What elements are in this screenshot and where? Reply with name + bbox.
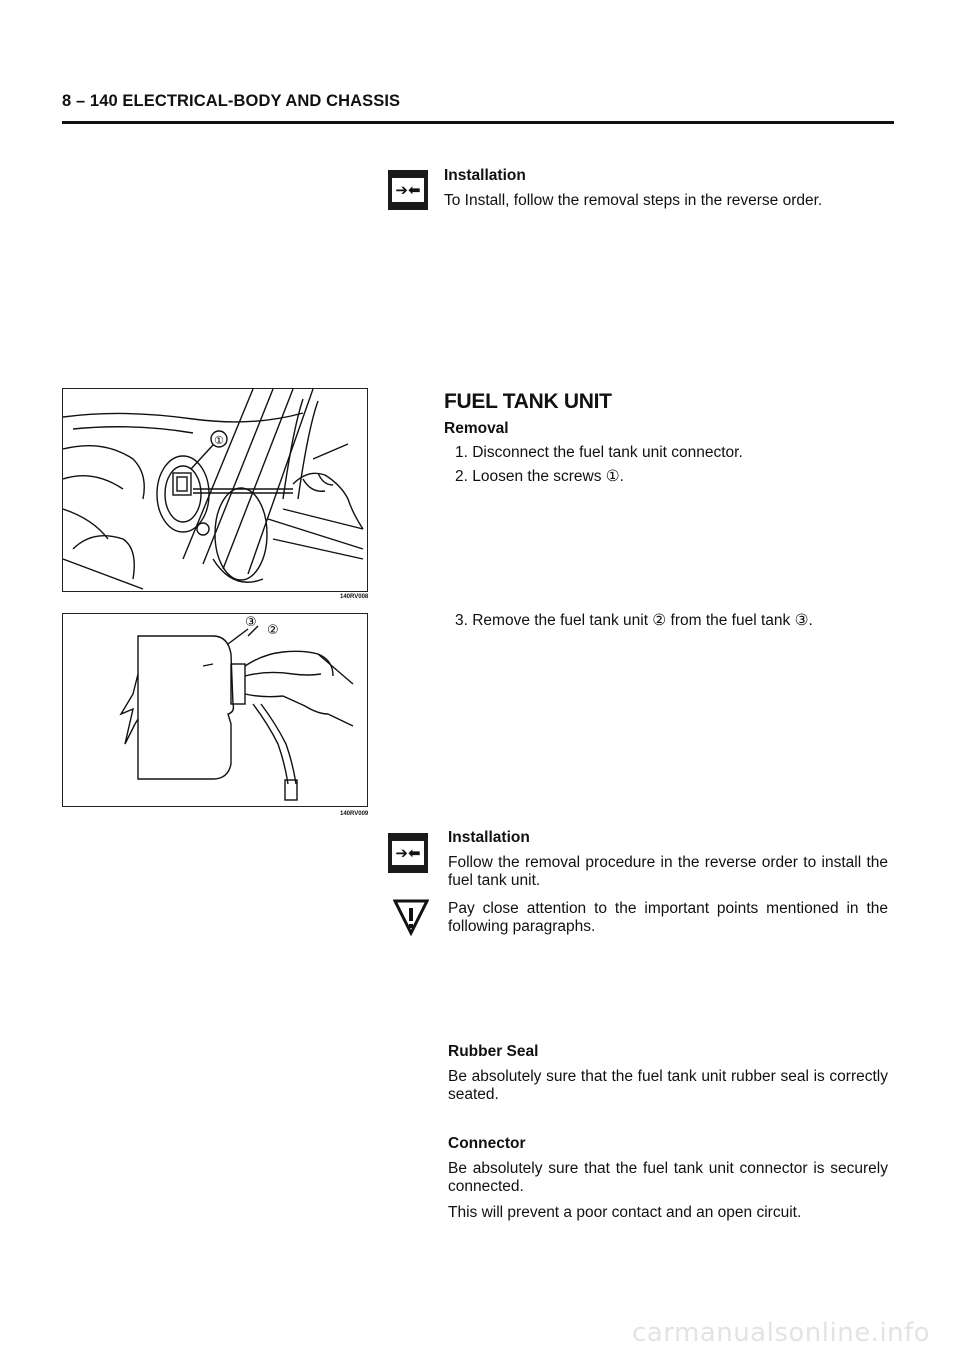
watermark: carmanualsonline.info: [632, 1318, 931, 1348]
section-title: FUEL TANK UNIT: [444, 390, 612, 413]
step-3: 3. Remove the fuel tank unit ② from the fuel tank ③.: [455, 612, 813, 629]
figure-1-drawing: [63, 389, 367, 591]
figure-1-code: 140RV008: [340, 594, 369, 600]
install-arrows-icon: ➔⬅: [388, 170, 428, 210]
installation-heading: Installation: [444, 167, 526, 184]
callout-1: ①: [214, 434, 224, 447]
connector-text-2: This will prevent a poor contact and an open circuit.: [448, 1204, 802, 1221]
page-header: 8 – 140 ELECTRICAL-BODY AND CHASSIS: [62, 92, 401, 110]
install-arrows-icon: ➔⬅: [388, 833, 428, 873]
step-2: 2. Loosen the screws ①.: [455, 468, 624, 485]
removal-heading: Removal: [444, 420, 509, 437]
figure-2-code: 140RV009: [340, 811, 369, 817]
caution-triangle-icon: [393, 897, 429, 942]
rubber-seal-heading: Rubber Seal: [448, 1043, 539, 1060]
rubber-seal-text: Be absolutely sure that the fuel tank unit rubber seal is correctly seated.: [448, 1068, 888, 1103]
header-rule: [62, 121, 894, 124]
figure-fuel-tank-screws: [62, 388, 368, 592]
callout-2: ②: [267, 623, 279, 638]
step-1: 1. Disconnect the fuel tank unit connector.: [455, 444, 743, 461]
caution-note: Pay close attention to the important points mentioned in the following paragraphs.: [448, 900, 888, 935]
installation-text-2: Follow the removal procedure in the reverse order to install the fuel tank unit.: [448, 854, 888, 889]
installation-heading-2: Installation: [448, 829, 530, 846]
installation-text: To Install, follow the removal steps in the reverse order.: [444, 192, 823, 209]
connector-heading: Connector: [448, 1135, 526, 1152]
connector-text: Be absolutely sure that the fuel tank unit connector is securely connected.: [448, 1160, 888, 1195]
callout-3: ③: [245, 615, 257, 630]
figure-2-drawing: [63, 614, 367, 806]
figure-remove-fuel-tank-unit: [62, 613, 368, 807]
